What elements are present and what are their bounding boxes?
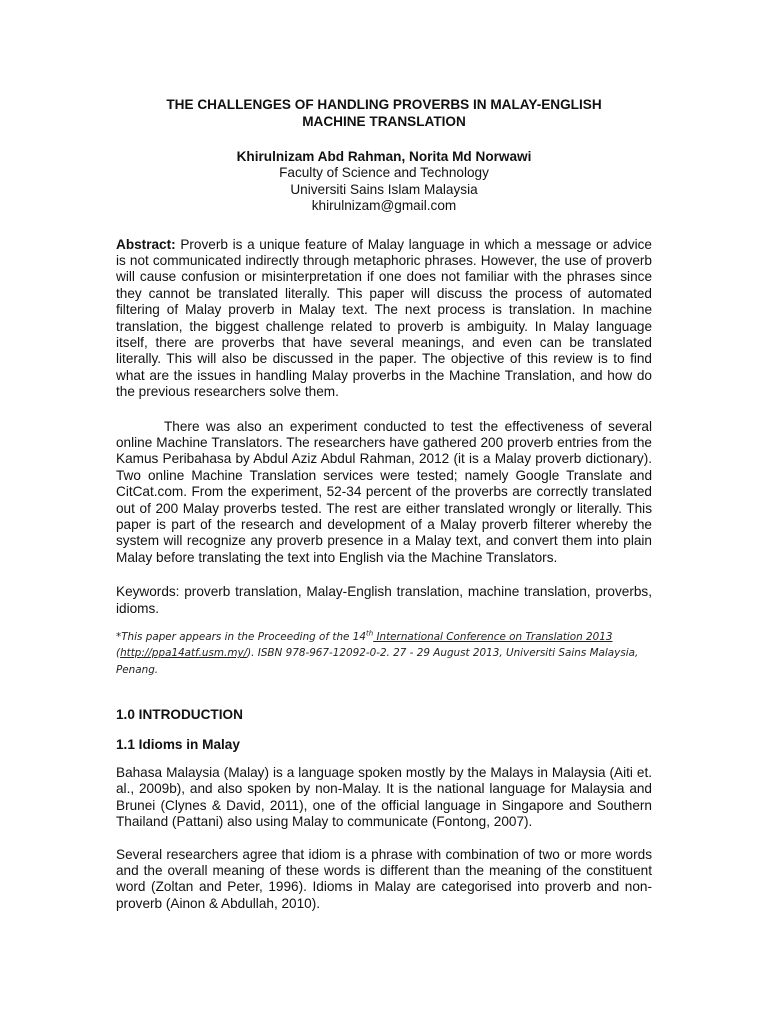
intro-paragraph-2: Several researchers agree that idiom is a phrase with combination of two or more words and the overall meaning of these words is different than the meaning of the constituent word (Zoltan and Peter, 1996). Idioms in Malay are categorised into proverb and non-proverb (Ainon & Abdullah, 2010).: [116, 846, 652, 911]
intro-paragraph-1: Bahasa Malaysia (Malay) is a language spoken mostly by the Malays in Malaysia (Aiti et. al., 2009b), and also spoken by non-Malay. It is the national language for Malaysia and Brunei (Clynes & David, 2011), one of the official language in Singapore and Southern Thailand (Pattani) also using Malay to communicate (Fontong, 2007).: [116, 764, 652, 830]
paper-title-line-2: MACHINE TRANSLATION: [302, 114, 466, 129]
publication-note: [116, 629, 652, 678]
paper-title: [116, 96, 652, 130]
keywords: Keywords: proverb translation, Malay-English translation, machine translation, proverbs, idioms.: [116, 584, 652, 616]
author-email: khirulnizam@gmail.com: [311, 198, 457, 213]
paper-title-line-1: THE CHALLENGES OF HANDLING PROVERBS IN MALAY-ENGLISH: [166, 97, 602, 112]
note-superscript: th: [365, 629, 374, 638]
section-heading-introduction: 1.0 INTRODUCTION: [116, 706, 243, 722]
abstract-label: Abstract:: [116, 236, 176, 252]
paper-content: [116, 96, 652, 912]
note-url-link[interactable]: http://ppa14atf.usm.my/: [120, 647, 248, 660]
author-names: Khirulnizam Abd Rahman, Norita Md Norwawi: [236, 149, 532, 164]
abstract-text: Proverb is a unique feature of Malay language in which a message or advice is not communicated indirectly through metaphoric phrases. However, the use of proverb will cause confusion or misinterpretation if one does not familiar with the phrases since they cannot be translated literally. This paper will discuss the process of automated filtering of Malay proverb in Malay text. The next process is translation. In machine translation, the biggest challenge related to proverb is ambiguity. In Malay language itself, there are proverbs that have several meanings, and even can be translated literally. This will also be discussed in the paper. The objective of this review is to find what are the issues in handling Malay proverbs in the Machine Translation, and how do the previous researchers solve them.: [116, 236, 652, 400]
note-conference: International Conference on Translation 2013: [373, 631, 613, 644]
note-text-3: ). ISBN 978-967-12092-0-2. 27 - 29 August 2013, Universiti Sains Malaysia, Penang.: [116, 647, 639, 676]
note-text-1: *This paper appears in the Proceeding of the 14: [116, 631, 366, 644]
author-faculty: Faculty of Science and Technology: [279, 165, 489, 180]
subsection-heading-idioms: 1.1 Idioms in Malay: [116, 736, 240, 752]
abstract-paragraph: [116, 237, 652, 401]
note-text-2: (: [116, 647, 121, 660]
author-university: Universiti Sains Islam Malaysia: [290, 181, 478, 197]
experiment-paragraph: There was also an experiment conducted to test the effectiveness of several online Machine Translators. The researchers have gathered 200 proverb entries from the Kamus Peribahasa by Abdul Aziz Abdul Rahman, 2012 (it is a Malay proverb dictionary). Two online Machine Translation services were tested; namely Google Translate and CitCat.com. From the experiment, 52-34 percent of the proverbs are correctly translated out of 200 Malay proverbs tested. The rest are either translated wrongly or literally. This paper is part of the research and development of a Malay proverb filterer whereby the system will recognize any proverb presence in a Malay text, and convert them into plain Malay before translating the text into English via the Machine Translators.: [116, 418, 652, 565]
